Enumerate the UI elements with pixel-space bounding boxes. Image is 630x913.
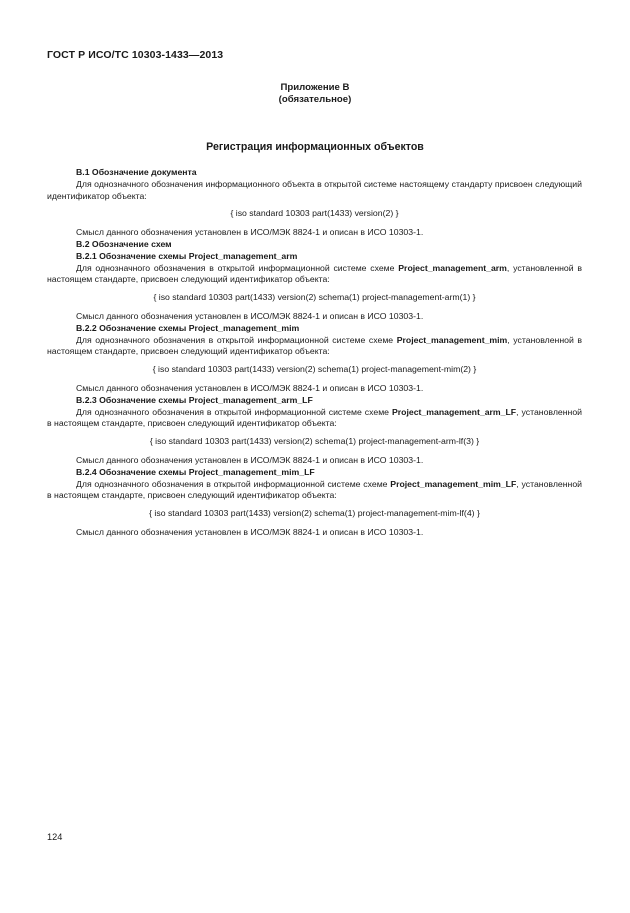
- schema-name-b24: Project_management_mim_LF: [390, 478, 517, 489]
- meaning-b21: Смысл данного обозначения установлен в ИСО/МЭК 8824-1 и описан в ИСО 10303-1.: [76, 310, 424, 321]
- identifier-b1: { iso standard 10303 part(1433) version(2) }: [230, 208, 399, 219]
- meaning-b24: Смысл данного обозначения установлен в ИСО/МЭК 8824-1 и описан в ИСО 10303-1.: [76, 526, 424, 537]
- document-body: [47, 167, 582, 539]
- identifier-b22: { iso standard 10303 part(1433) version(2) schema(1) project-management-mim(2) }: [152, 364, 477, 375]
- heading-b1: В.1 Обозначение документа: [76, 167, 197, 177]
- paragraph-b23-lead: Для однозначного обозначения в открытой информационной системе схеме: [76, 406, 392, 417]
- section-title: Регистрация информационных объектов: [206, 141, 424, 153]
- standard-header: ГОСТ Р ИСО/ТС 10303-1433—2013: [47, 49, 224, 61]
- paragraph-b21: [47, 263, 582, 287]
- paragraph-b21-lead: Для однозначного обозначения в открытой информационной системе схеме: [76, 262, 399, 273]
- paragraph-b24-lead: Для однозначного обозначения в открытой информационной системе схеме: [76, 478, 391, 489]
- heading-b21: В.2.1 Обозначение схемы Project_management_arm: [76, 250, 298, 261]
- heading-b23: В.2.3 Обозначение схемы Project_management_arm_LF: [76, 394, 313, 405]
- paragraph-b24: [47, 479, 582, 503]
- paragraph-b22-lead: Для однозначного обозначения в открытой информационной системе схеме: [76, 334, 397, 345]
- meaning-b23: Смысл данного обозначения установлен в ИСО/МЭК 8824-1 и описан в ИСО 10303-1.: [76, 454, 424, 465]
- heading-b22: В.2.2 Обозначение схемы Project_management_mim: [76, 322, 300, 333]
- meaning-b1: Смысл данного обозначения установлен в ИСО/МЭК 8824-1 и описан в ИСО 10303-1.: [76, 227, 424, 238]
- heading-b24: В.2.4 Обозначение схемы Project_management_mim_LF: [76, 466, 315, 477]
- paragraph-b23: [47, 407, 582, 431]
- identifier-b23: { iso standard 10303 part(1433) version(2) schema(1) project-management-arm-lf(3) }: [149, 436, 480, 447]
- identifier-b21: { iso standard 10303 part(1433) version(2) schema(1) project-management-arm(1) }: [153, 292, 476, 303]
- meaning-b22: Смысл данного обозначения установлен в ИСО/МЭК 8824-1 и описан в ИСО 10303-1.: [76, 382, 424, 393]
- schema-name-b22: Project_management_mim: [396, 334, 508, 345]
- annex-title: Приложение В: [280, 82, 350, 93]
- heading-b2: В.2 Обозначение схем: [76, 238, 172, 249]
- schema-name-b23: Project_management_arm_LF: [391, 406, 517, 417]
- page-number: 124: [47, 832, 63, 842]
- paragraph-b23-tail: , установленной в настоящем стандарте, присвоен следующий идентификатор объекта:: [47, 406, 583, 429]
- annex-status: (обязательное): [278, 94, 352, 105]
- paragraph-b1: Для однозначного обозначения информационного объекта в открытой системе настоящему стандарту присвоен следующий идентификатор объекта:: [47, 178, 582, 201]
- paragraph-b21-tail: , установленной в настоящем стандарте, присвоен следующий идентификатор объекта:: [47, 262, 582, 285]
- paragraph-b22: [47, 335, 582, 359]
- schema-name-b21: Project_management_arm: [398, 262, 507, 273]
- paragraph-b22-tail: , установленной в настоящем стандарте, присвоен следующий идентификатор объекта:: [47, 334, 582, 357]
- identifier-b24: { iso standard 10303 part(1433) version(2) schema(1) project-management-mim-lf(4) }: [149, 508, 480, 519]
- paragraph-b24-tail: , установленной в настоящем стандарте, присвоен следующий идентификатор объекта:: [47, 478, 583, 501]
